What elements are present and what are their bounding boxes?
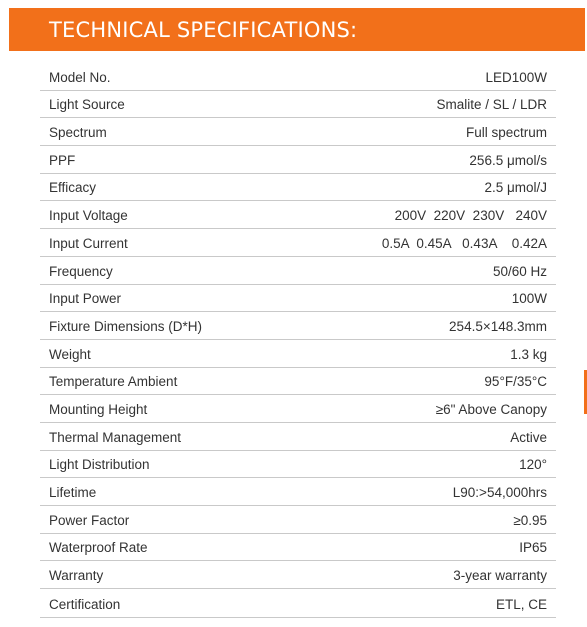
spec-row-power-factor [40,506,556,534]
section-title: TECHNICAL SPECIFICATIONS: [49,18,358,42]
spec-row-mounting-height [40,395,556,423]
spec-row-weight [40,340,556,368]
spec-row-waterproof-rate [40,534,556,562]
spec-value: ≥0.95 [513,512,547,528]
spec-value: 50/60 Hz [492,263,547,279]
spec-row-input-current [40,229,556,257]
spec-row-model-no [40,63,556,91]
spec-label: Frequency [49,263,113,279]
spec-row-light-distribution [40,451,556,479]
spec-label: Thermal Management [49,429,182,445]
spec-row-ppf [40,146,556,174]
spec-value: 3-year warranty [453,568,547,584]
spec-label: Light Source [49,97,125,113]
spec-row-efficacy [40,174,556,202]
spec-label: Power Factor [49,512,130,528]
spec-label: Efficacy [49,180,97,196]
spec-value: 100W [511,291,547,307]
spec-label: Fixture Dimensions (D*H) [49,318,203,334]
spec-value: 0.5A 0.45A 0.43A 0.42A [381,235,547,251]
spec-label: Certification [49,597,121,613]
spec-row-input-power [40,285,556,313]
spec-value: 200V 220V 230V 240V [394,208,547,224]
spec-value: 2.5 μmol/J [484,180,547,196]
spec-value: ≥6" Above Canopy [435,401,547,417]
spec-row-certification [40,589,556,618]
spec-value: IP65 [519,540,547,556]
spec-label: Spectrum [49,125,107,141]
spec-label: Input Voltage [49,208,128,224]
spec-label: Input Power [49,291,122,307]
spec-label: Waterproof Rate [49,540,148,556]
spec-value: LED100W [485,69,547,85]
spec-row-lifetime [40,478,556,506]
spec-row-input-voltage [40,201,556,229]
spec-label: Lifetime [49,485,97,500]
spec-value: ETL, CE [495,597,547,613]
spec-row-thermal-management [40,423,556,451]
spec-label: Warranty [49,568,104,584]
spec-label: Weight [49,346,91,362]
spec-row-frequency [40,257,556,285]
spec-value: 256.5 μmol/s [469,152,547,168]
spec-label: PPF [49,152,76,168]
spec-row-light-source [40,91,556,119]
spec-value: 1.3 kg [510,346,547,362]
spec-label: Mounting Height [49,401,148,417]
spec-label: Temperature Ambient [49,374,178,390]
spec-label: Light Distribution [49,457,150,473]
spec-value: Full spectrum [465,125,547,141]
spec-value: L90:>54,000hrs [452,485,547,500]
spec-value: 95°F/35°C [484,374,547,390]
spec-label: Input Current [49,235,128,251]
spec-value: 254.5×148.3mm [449,318,547,334]
spec-table [40,63,556,618]
spec-value: 120° [519,457,547,473]
spec-row-temperature-ambient [40,368,556,396]
spec-row-fixture-dimensions [40,312,556,340]
spec-row-spectrum [40,118,556,146]
spec-row-warranty [40,561,556,589]
section-header-bar [9,8,585,51]
spec-label: Model No. [49,69,111,85]
spec-value: Active [510,429,547,445]
spec-value: Smalite / SL / LDR [436,97,547,113]
